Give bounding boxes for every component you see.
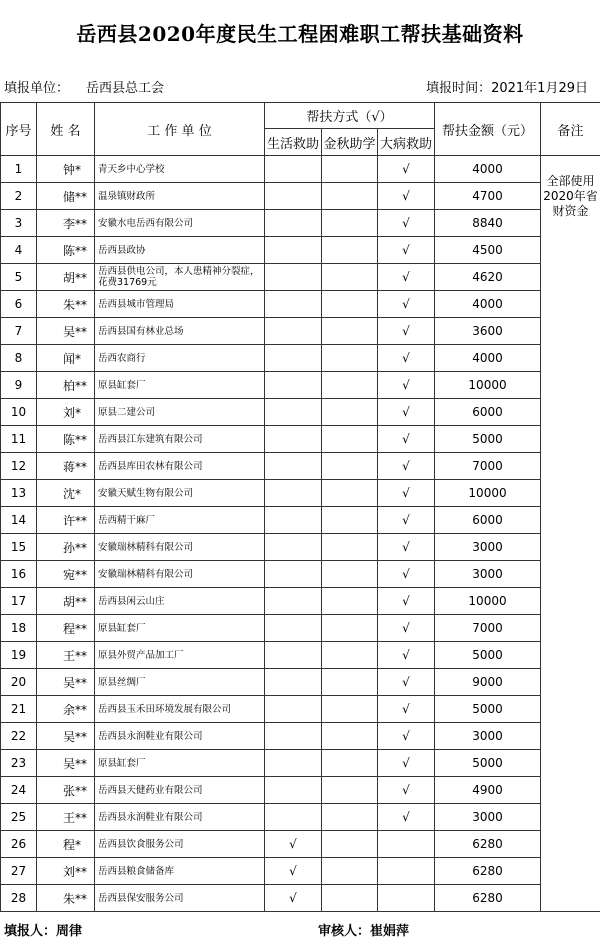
document-title: 岳西县2020年度民生工程困难职工帮扶基础资料 (76, 21, 524, 46)
cell-school (322, 237, 378, 264)
cell-name: 李** (37, 210, 95, 237)
cell-illness: √ (378, 399, 435, 426)
cell-name: 陈** (37, 426, 95, 453)
cell-amount: 6280 (435, 885, 541, 912)
cell-amount: 5000 (435, 426, 541, 453)
cell-seq: 2 (1, 183, 37, 210)
cell-school (322, 264, 378, 291)
filler-signature: 填报人：周律 (4, 924, 83, 939)
cell-school (322, 399, 378, 426)
assistance-table (0, 102, 600, 912)
cell-living (265, 453, 322, 480)
cell-unit: 岳西精干麻厂 (95, 507, 265, 534)
table-row (1, 723, 600, 750)
cell-living (265, 210, 322, 237)
cell-name: 吴** (37, 750, 95, 777)
cell-amount: 3600 (435, 318, 541, 345)
cell-school (322, 183, 378, 210)
cell-name: 刘** (37, 858, 95, 885)
cell-amount: 5000 (435, 642, 541, 669)
table-row (1, 885, 600, 912)
cell-amount: 10000 (435, 480, 541, 507)
cell-illness: √ (378, 750, 435, 777)
cell-amount: 7000 (435, 453, 541, 480)
cell-name: 余** (37, 696, 95, 723)
cell-illness: √ (378, 291, 435, 318)
cell-unit: 岳西县保安服务公司 (95, 885, 265, 912)
cell-name: 朱** (37, 885, 95, 912)
cell-living (265, 156, 322, 183)
table-row (1, 318, 600, 345)
cell-illness: √ (378, 318, 435, 345)
table-row (1, 237, 600, 264)
table-row (1, 291, 600, 318)
cell-unit: 安徽瑞林精科有限公司 (95, 561, 265, 588)
cell-name: 吴** (37, 723, 95, 750)
cell-amount: 4000 (435, 345, 541, 372)
table-row (1, 156, 600, 183)
table-row (1, 426, 600, 453)
cell-school (322, 507, 378, 534)
reporting-unit-value: 岳西县总工会 (86, 81, 165, 96)
table-row (1, 264, 600, 291)
cell-amount: 3000 (435, 723, 541, 750)
cell-illness (378, 858, 435, 885)
table-row (1, 642, 600, 669)
cell-unit: 原县二建公司 (95, 399, 265, 426)
cell-living (265, 318, 322, 345)
cell-name: 胡** (37, 588, 95, 615)
cell-school (322, 669, 378, 696)
cell-amount: 6280 (435, 831, 541, 858)
cell-illness: √ (378, 669, 435, 696)
cell-amount: 3000 (435, 534, 541, 561)
cell-name: 吴** (37, 669, 95, 696)
cell-unit: 安徽水电岳西有限公司 (95, 210, 265, 237)
cell-seq: 14 (1, 507, 37, 534)
cell-illness (378, 885, 435, 912)
cell-living (265, 588, 322, 615)
cell-unit: 岳西县粮食储备库 (95, 858, 265, 885)
cell-living (265, 696, 322, 723)
cell-illness: √ (378, 210, 435, 237)
cell-illness: √ (378, 156, 435, 183)
cell-living (265, 642, 322, 669)
cell-illness: √ (378, 534, 435, 561)
cell-amount: 3000 (435, 561, 541, 588)
cell-illness: √ (378, 615, 435, 642)
header-note: 备注 (541, 103, 600, 156)
cell-living (265, 750, 322, 777)
cell-unit: 岳西县永润鞋业有限公司 (95, 804, 265, 831)
table-row (1, 453, 600, 480)
cell-name: 沈* (37, 480, 95, 507)
cell-living (265, 399, 322, 426)
cell-name: 朱** (37, 291, 95, 318)
cell-school (322, 615, 378, 642)
cell-illness: √ (378, 453, 435, 480)
table-row (1, 588, 600, 615)
cell-living (265, 723, 322, 750)
table-row (1, 534, 600, 561)
cell-school (322, 291, 378, 318)
table-row (1, 480, 600, 507)
report-time-label: 填报时间： (426, 81, 492, 96)
cell-seq: 13 (1, 480, 37, 507)
cell-school (322, 561, 378, 588)
cell-unit: 岳西县政协 (95, 237, 265, 264)
cell-school (322, 345, 378, 372)
cell-name: 储** (37, 183, 95, 210)
cell-name: 吴** (37, 318, 95, 345)
cell-illness: √ (378, 426, 435, 453)
cell-illness: √ (378, 480, 435, 507)
cell-living (265, 345, 322, 372)
header-illness: 大病救助 (378, 129, 435, 156)
cell-seq: 25 (1, 804, 37, 831)
cell-seq: 3 (1, 210, 37, 237)
table-row (1, 750, 600, 777)
cell-seq: 19 (1, 642, 37, 669)
cell-living (265, 480, 322, 507)
header-school: 金秋助学 (322, 129, 378, 156)
table-row (1, 507, 600, 534)
cell-unit: 原县缸套厂 (95, 372, 265, 399)
cell-school (322, 885, 378, 912)
cell-seq: 28 (1, 885, 37, 912)
signature-footer (0, 912, 600, 947)
cell-school (322, 642, 378, 669)
cell-school (322, 723, 378, 750)
cell-name: 闻* (37, 345, 95, 372)
report-time-value: 2021年1月29日 (491, 81, 588, 96)
cell-unit: 岳西县永润鞋业有限公司 (95, 723, 265, 750)
cell-unit: 原县外贸产品加工厂 (95, 642, 265, 669)
cell-unit: 岳西县闲云山庄 (95, 588, 265, 615)
cell-school (322, 588, 378, 615)
header-method: 帮扶方式（√） (265, 103, 435, 129)
cell-living (265, 777, 322, 804)
cell-seq: 12 (1, 453, 37, 480)
cell-unit: 青天乡中心学校 (95, 156, 265, 183)
cell-amount: 6280 (435, 858, 541, 885)
header-row-1 (1, 103, 600, 129)
cell-illness: √ (378, 561, 435, 588)
cell-seq: 17 (1, 588, 37, 615)
cell-seq: 7 (1, 318, 37, 345)
header-amount: 帮扶金额（元） (435, 103, 541, 156)
cell-seq: 20 (1, 669, 37, 696)
cell-illness: √ (378, 237, 435, 264)
table-row (1, 615, 600, 642)
cell-living (265, 264, 322, 291)
cell-unit: 安徽瑞林精科有限公司 (95, 534, 265, 561)
cell-unit: 岳西农商行 (95, 345, 265, 372)
cell-amount: 6000 (435, 507, 541, 534)
cell-living (265, 426, 322, 453)
cell-name: 程* (37, 831, 95, 858)
cell-illness: √ (378, 183, 435, 210)
cell-amount: 4000 (435, 291, 541, 318)
cell-illness: √ (378, 804, 435, 831)
cell-illness: √ (378, 777, 435, 804)
cell-living (265, 291, 322, 318)
cell-unit: 原县缸套厂 (95, 615, 265, 642)
cell-illness: √ (378, 372, 435, 399)
cell-name: 蒋** (37, 453, 95, 480)
cell-seq: 23 (1, 750, 37, 777)
cell-illness: √ (378, 696, 435, 723)
header-seq: 序号 (1, 103, 37, 156)
cell-name: 宛** (37, 561, 95, 588)
cell-illness: √ (378, 642, 435, 669)
cell-living (265, 534, 322, 561)
cell-name: 钟* (37, 156, 95, 183)
cell-name: 程** (37, 615, 95, 642)
cell-living (265, 615, 322, 642)
cell-seq: 21 (1, 696, 37, 723)
cell-seq: 9 (1, 372, 37, 399)
cell-name: 王** (37, 804, 95, 831)
cell-illness: √ (378, 588, 435, 615)
cell-amount: 5000 (435, 750, 541, 777)
header-living: 生活救助 (265, 129, 322, 156)
cell-school (322, 777, 378, 804)
cell-name: 王** (37, 642, 95, 669)
header-name: 姓 名 (37, 103, 95, 156)
cell-seq: 4 (1, 237, 37, 264)
table-row (1, 858, 600, 885)
cell-seq: 24 (1, 777, 37, 804)
cell-amount: 10000 (435, 372, 541, 399)
cell-seq: 15 (1, 534, 37, 561)
cell-note: 全部使用2020年省财资金 (541, 156, 600, 912)
cell-school (322, 156, 378, 183)
cell-seq: 6 (1, 291, 37, 318)
cell-name: 张** (37, 777, 95, 804)
cell-amount: 6000 (435, 399, 541, 426)
header-unit: 工 作 单 位 (95, 103, 265, 156)
cell-school (322, 372, 378, 399)
cell-unit: 岳西县江东建筑有限公司 (95, 426, 265, 453)
cell-name: 刘* (37, 399, 95, 426)
cell-name: 胡** (37, 264, 95, 291)
cell-unit: 原县缸套厂 (95, 750, 265, 777)
cell-school (322, 453, 378, 480)
cell-school (322, 210, 378, 237)
cell-illness (378, 831, 435, 858)
cell-living (265, 561, 322, 588)
cell-school (322, 831, 378, 858)
cell-unit: 安徽天赋生物有限公司 (95, 480, 265, 507)
cell-school (322, 318, 378, 345)
cell-illness: √ (378, 723, 435, 750)
cell-living: √ (265, 885, 322, 912)
table-row (1, 561, 600, 588)
cell-living: √ (265, 858, 322, 885)
cell-amount: 3000 (435, 804, 541, 831)
cell-seq: 11 (1, 426, 37, 453)
cell-unit: 岳西县天健药业有限公司 (95, 777, 265, 804)
cell-unit: 岳西县玉禾田环境发展有限公司 (95, 696, 265, 723)
cell-seq: 26 (1, 831, 37, 858)
cell-amount: 4620 (435, 264, 541, 291)
cell-unit: 岳西县国有林业总场 (95, 318, 265, 345)
cell-illness: √ (378, 507, 435, 534)
cell-seq: 18 (1, 615, 37, 642)
cell-seq: 1 (1, 156, 37, 183)
table-row (1, 696, 600, 723)
report-time (426, 77, 588, 96)
cell-seq: 8 (1, 345, 37, 372)
cell-illness: √ (378, 264, 435, 291)
cell-living (265, 372, 322, 399)
cell-name: 许** (37, 507, 95, 534)
reporting-unit-label: 填报单位： (4, 81, 70, 96)
table-row (1, 372, 600, 399)
cell-school (322, 426, 378, 453)
cell-living: √ (265, 831, 322, 858)
cell-unit: 岳西县库田农林有限公司 (95, 453, 265, 480)
cell-name: 陈** (37, 237, 95, 264)
cell-unit: 岳西县城市管理局 (95, 291, 265, 318)
cell-unit: 岳西县供电公司，本人患精神分裂症，花费31769元 (95, 264, 265, 291)
cell-amount: 4000 (435, 156, 541, 183)
cell-amount: 7000 (435, 615, 541, 642)
cell-illness: √ (378, 345, 435, 372)
reviewer-signature: 审核人：崔娟萍 (318, 924, 410, 939)
cell-name: 柏** (37, 372, 95, 399)
table-row (1, 345, 600, 372)
cell-school (322, 534, 378, 561)
report-meta (0, 70, 600, 100)
cell-living (265, 183, 322, 210)
table-row (1, 804, 600, 831)
cell-amount: 4900 (435, 777, 541, 804)
cell-living (265, 507, 322, 534)
cell-school (322, 858, 378, 885)
cell-school (322, 750, 378, 777)
cell-amount: 5000 (435, 696, 541, 723)
cell-seq: 22 (1, 723, 37, 750)
cell-amount: 4500 (435, 237, 541, 264)
cell-amount: 10000 (435, 588, 541, 615)
cell-school (322, 696, 378, 723)
cell-amount: 8840 (435, 210, 541, 237)
cell-seq: 27 (1, 858, 37, 885)
cell-amount: 4700 (435, 183, 541, 210)
cell-seq: 5 (1, 264, 37, 291)
cell-unit: 原县丝绸厂 (95, 669, 265, 696)
cell-living (265, 237, 322, 264)
cell-seq: 16 (1, 561, 37, 588)
table-row (1, 210, 600, 237)
table-row (1, 399, 600, 426)
cell-living (265, 669, 322, 696)
table-row (1, 183, 600, 210)
cell-seq: 10 (1, 399, 37, 426)
cell-amount: 9000 (435, 669, 541, 696)
cell-unit: 温泉镇财政所 (95, 183, 265, 210)
cell-unit: 岳西县饮食服务公司 (95, 831, 265, 858)
cell-living (265, 804, 322, 831)
table-row (1, 831, 600, 858)
table-row (1, 777, 600, 804)
cell-name: 孙** (37, 534, 95, 561)
table-row (1, 669, 600, 696)
cell-school (322, 804, 378, 831)
cell-school (322, 480, 378, 507)
